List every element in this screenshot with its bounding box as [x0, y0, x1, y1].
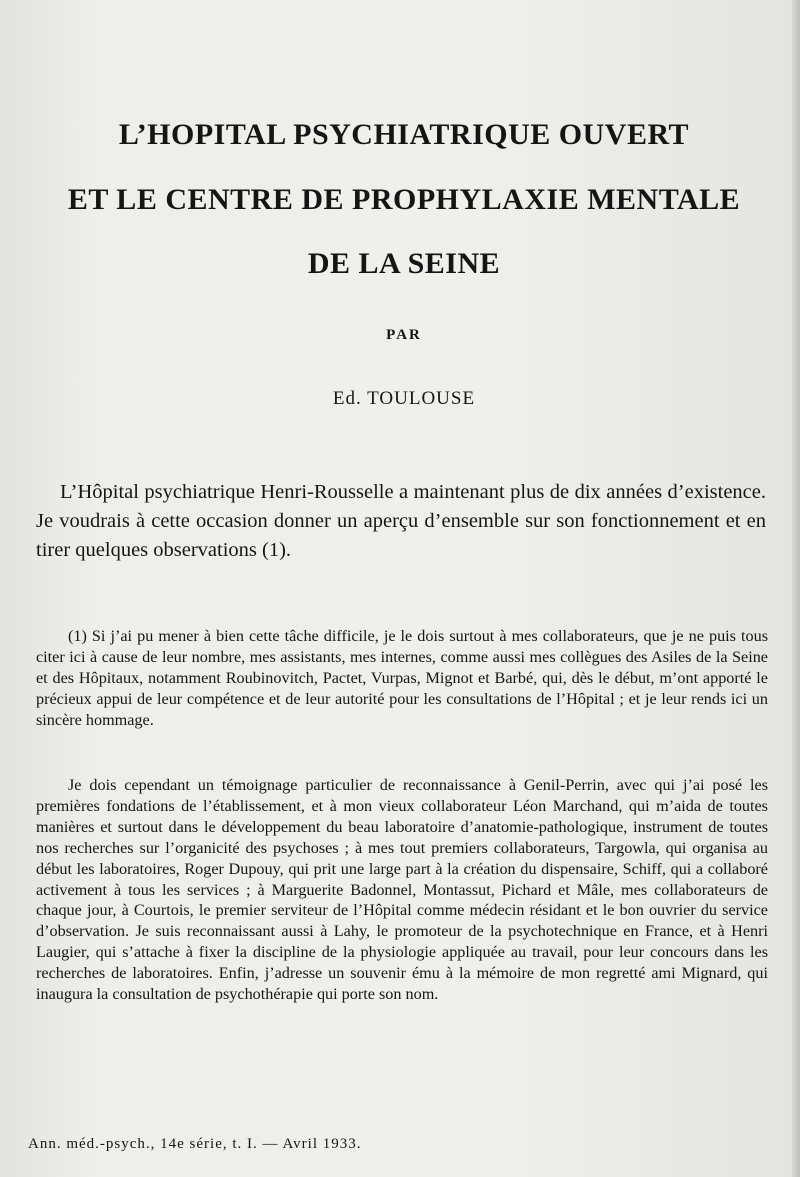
article-title-line-1: L’HOPITAL PSYCHIATRIQUE OUVERT — [118, 118, 690, 151]
author-name: Ed. TOULOUSE — [332, 388, 476, 409]
footnote-paragraph-2: Je dois cependant un témoignage particulier de reconnaissance à Genil-Perrin, avec qui j’ai posé les premières fondations de l’établissement, et à mon vieux collaborateur Léon Marchand, qui m’aida de toutes manières et surtout dans le développement du beau laboratoire d’anatomie-pathologique, instrument de toutes nos recherches sur l’organicité des psychoses ; à mes tout premiers collaborateurs, Targowla, qui organisa au début les laboratoires, Roger Dupouy, qui prit une large part à la création du dispensaire, Schiff, qui a collaboré activement à tous les services ; à Marguerite Badonnel, Montassut, Pichard et Mâle, mes collaborateurs de chaque jour, à Courtois, le premier serviteur de l’Hôpital comme médecin résidant et le bon ouvrier du service d’observation. Je suis reconnaissant aussi à Lahy, le promoteur de la psychotechnique en France, et à Henri Laugier, qui s’attache à fixer la discipline de la physiologie appliquée au travail, pour leur concours dans les recherches de laboratoires. Enfin, j’adresse un souvenir ému à la mémoire de mon regretté ami Mignard, qui inaugura la consultation de psychothérapie qui porte son nom. — [36, 776, 768, 1004]
page-gutter-shadow — [792, 0, 800, 1177]
footnote-paragraph-1: (1) Si j’ai pu mener à bien cette tâche difficile, je le dois surtout à mes collaborateurs, que je ne puis tous citer ici à cause de leur nombre, mes assistants, mes internes, comme aussi mes collègues des Asiles de la Seine et des Hôpitaux, notamment Roubinovitch, Pactet, Vurpas, Mignot et Barbé, qui, dès le début, m’ont apporté le précieux appui de leur compétence et de leur autorité pour les consultations de l’Hôpital ; et je leur rends ici un sincère hommage. — [36, 627, 768, 729]
article-title-line-2: ET LE CENTRE DE PROPHYLAXIE MENTALE — [67, 183, 741, 216]
journal-citation-footer: Ann. méd.-psych., 14e série, t. I. — Avril 1933. — [28, 1136, 362, 1152]
intro-paragraph: L’Hôpital psychiatrique Henri-Rousselle a maintenant plus de dix années d’existence. Je voudrais à cette occasion donner un aperçu d’ensemble sur son fonctionnement et en tirer quelques observations (1). — [36, 481, 766, 561]
byline: PAR — [386, 327, 422, 343]
article-title-line-3: DE LA SEINE — [307, 247, 501, 280]
